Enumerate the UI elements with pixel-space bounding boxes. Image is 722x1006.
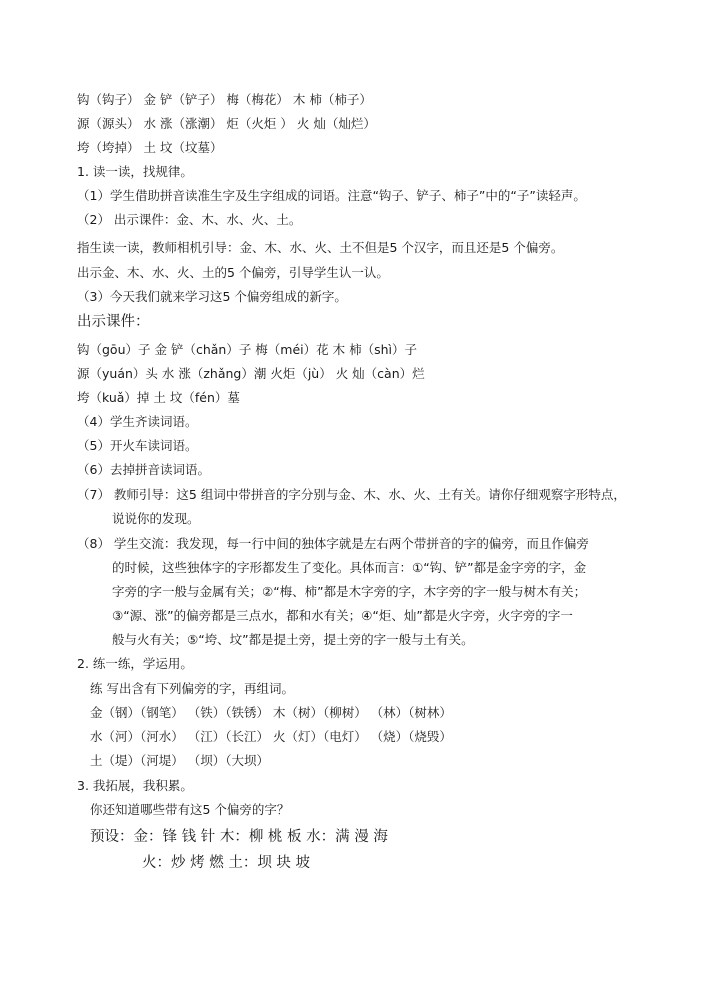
preset-line-2: 火：炒 烤 燃 土：坝 块 坡 bbox=[142, 855, 311, 871]
step-8-line-2: 的时候，这些独体字的字形都发生了变化。具体而言：①“钩、铲”都是金字旁的字，金 bbox=[112, 560, 587, 575]
step-7-continuation: 说说你的发现。 bbox=[112, 511, 200, 526]
step-8-line-4: ③“源、涨”的偏旁都是三点水，都和水有关；④“炬、灿”都是火字旁，火字旁的字一 bbox=[112, 608, 573, 623]
step-4-text: （4）学生齐读词语。 bbox=[77, 414, 198, 429]
step-5-text: （5）开火车读词语。 bbox=[77, 438, 198, 453]
word-row-shui-huo: 源（源头） 水 涨（涨潮） 炬（火炬 ） 火 灿（灿烂） bbox=[77, 116, 376, 131]
step-8-line-3: 字旁的字一般与金属有关；②“梅、柿”都是木字旁的字，木字旁的字一般与树木有关； bbox=[112, 584, 587, 599]
section-heading-3: 3. 我拓展，我积累。 bbox=[77, 778, 193, 793]
pinyin-row-2: 源（yuán）头 水 涨（zhǎng）潮 火炬（jù） 火 灿（càn）烂 bbox=[77, 366, 425, 381]
step-7-text: （7） 教师引导：这5 组词中带拼音的字分别与金、木、水、火、土有关。请你仔细观察字形特点， bbox=[77, 487, 626, 502]
step-2-text: （2） 出示课件：金、木、水、火、土。 bbox=[77, 212, 302, 227]
step-8-text: （8） 学生交流：我发现，每一行中间的独体字就是左右两个带拼音的字的偏旁，而且作偏旁 bbox=[77, 536, 589, 551]
pinyin-row-3: 垮（kuǎ）掉 土 坟（fén）墓 bbox=[77, 390, 240, 405]
pinyin-row-1: 钩（gōu）子 金 铲（chǎn）子 梅（méi）花 木 柿（shì）子 bbox=[77, 342, 417, 357]
paragraph-guide: 指生读一读，教师相机引导：金、木、水、火、土不但是5 个汉字，而且还是5 个偏旁。 bbox=[77, 240, 564, 255]
section-heading-2: 2. 练一练，学运用。 bbox=[77, 656, 193, 671]
exercise-instruction: 练 写出含有下列偏旁的字，再组词。 bbox=[90, 681, 294, 696]
step-8-line-5: 般与火有关；⑤“垮、坟”都是提土旁，提土旁的字一般与土有关。 bbox=[112, 632, 474, 647]
section-heading-1: 1. 读一读，找规律。 bbox=[77, 164, 193, 179]
preset-line-1: 预设：金：锋 钱 针 木：柳 桃 板 水：满 漫 海 bbox=[90, 829, 388, 845]
word-row-jin-mu: 钩（钩子） 金 铲（铲子） 梅（梅花） 木 柿（柿子） bbox=[77, 92, 372, 107]
step-1-text: （1）学生借助拼音读准生字及生字组成的词语。注意“钩子、铲子、柿子”中的“子”读轻声。 bbox=[77, 188, 586, 203]
step-6-text: （6）去掉拼音读词语。 bbox=[77, 462, 210, 477]
exercise-row-shui-huo: 水（河）（河水） （江）（长江） 火（灯）（电灯） （烧）（烧毁） bbox=[90, 729, 452, 744]
courseware-heading: 出示课件： bbox=[77, 314, 150, 330]
paragraph-radicals: 出示金、木、水、火、土的5 个偏旁，引导学生认一认。 bbox=[77, 265, 389, 280]
question-text: 你还知道哪些带有这5 个偏旁的字？ bbox=[90, 802, 290, 817]
word-row-tu: 垮（垮掉） 土 坟（坟墓） bbox=[77, 140, 223, 155]
step-3-text: （3）今天我们就来学习这5 个偏旁组成的新字。 bbox=[77, 289, 347, 304]
exercise-row-tu: 土（堤）（河堤） （坝）（大坝） bbox=[90, 753, 269, 768]
exercise-row-jin-mu: 金（钢）（钢笔） （铁）（铁锈） 木（树）（柳树） （林）（树林） bbox=[90, 705, 452, 720]
